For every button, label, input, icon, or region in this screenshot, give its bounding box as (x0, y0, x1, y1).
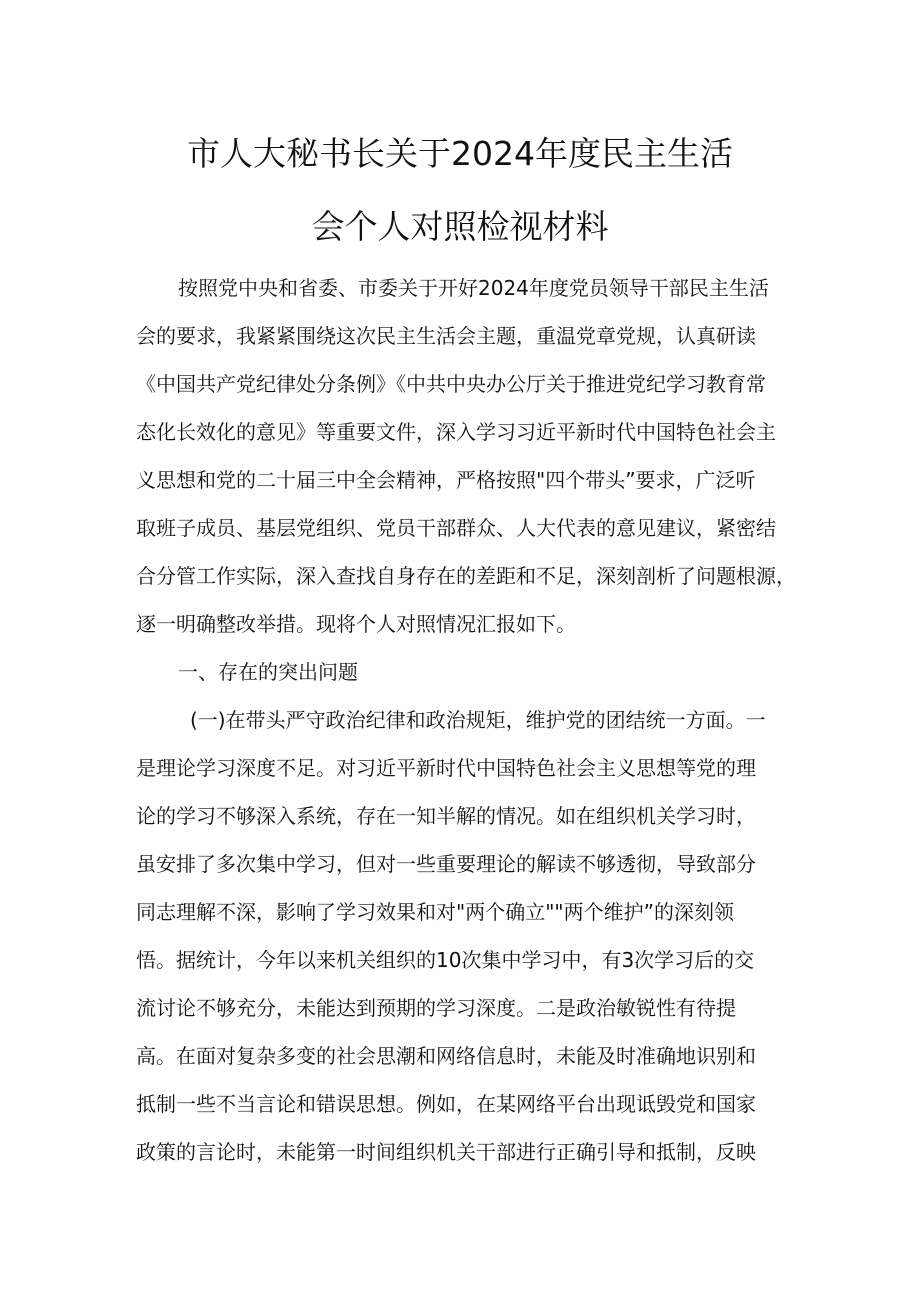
text-line: 取班子成员、基层党组织、党员干部群众、人大代表的意见建议，紧密结 (136, 516, 776, 540)
text-line: 逐一明确整改举措。现将个人对照情况汇报如下。 (136, 612, 576, 636)
document-title-line-1: 市人大秘书长关于2024年度民主生活 (187, 134, 733, 173)
text-line: 政策的言论时，未能第一时间组织机关干部进行正确引导和抵制，反映 (136, 1140, 756, 1164)
text-line: 悟。据统计，今年以来机关组织的10次集中学习中，有3次学习后的交 (136, 948, 755, 972)
section-heading: 一、存在的突出问题 (178, 660, 358, 684)
text-line: 论的学习不够深入系统，存在一知半解的情况。如在组织机关学习时， (136, 804, 756, 828)
text-line: 义思想和党的二十届三中全会精神，严格按照"四个带头”要求，广泛听 (136, 468, 756, 492)
text-line: 合分管工作实际，深入查找自身存在的差距和不足，深刻剖析了问题根源， (136, 564, 796, 588)
text-line: 是理论学习深度不足。对习近平新时代中国特色社会主义思想等党的理 (136, 756, 756, 780)
text-line: 《中国共产党纪律处分条例》《中共中央办公厅关于推进党纪学习教育常 (136, 372, 766, 396)
text-line: 流讨论不够充分，未能达到预期的学习深度。二是政治敏锐性有待提 (136, 996, 736, 1020)
text-line: 虽安排了多次集中学习，但对一些重要理论的解读不够透彻，导致部分 (136, 852, 756, 876)
text-line: 会的要求，我紧紧围绕这次民主生活会主题，重温党章党规，认真研读 (136, 324, 756, 348)
text-line: 抵制一些不当言论和错误思想。例如，在某网络平台出现诋毁党和国家 (136, 1092, 756, 1116)
document-title-line-2: 会个人对照检视材料 (311, 207, 609, 246)
text-line: 态化长效化的意见》等重要文件，深入学习习近平新时代中国特色社会主 (136, 420, 776, 444)
text-line: 高。在面对复杂多变的社会思潮和网络信息时，未能及时准确地识别和 (136, 1044, 756, 1068)
text-line: (一)在带头严守政治纪律和政治规矩，维护党的团结统一方面。一 (190, 708, 766, 732)
text-line: 按照党中央和省委、市委关于开好2024年度党员领导干部民主生活 (178, 276, 769, 300)
text-line: 同志理解不深，影响了学习效果和对"两个确立""两个维护”的深刻领 (136, 900, 734, 924)
